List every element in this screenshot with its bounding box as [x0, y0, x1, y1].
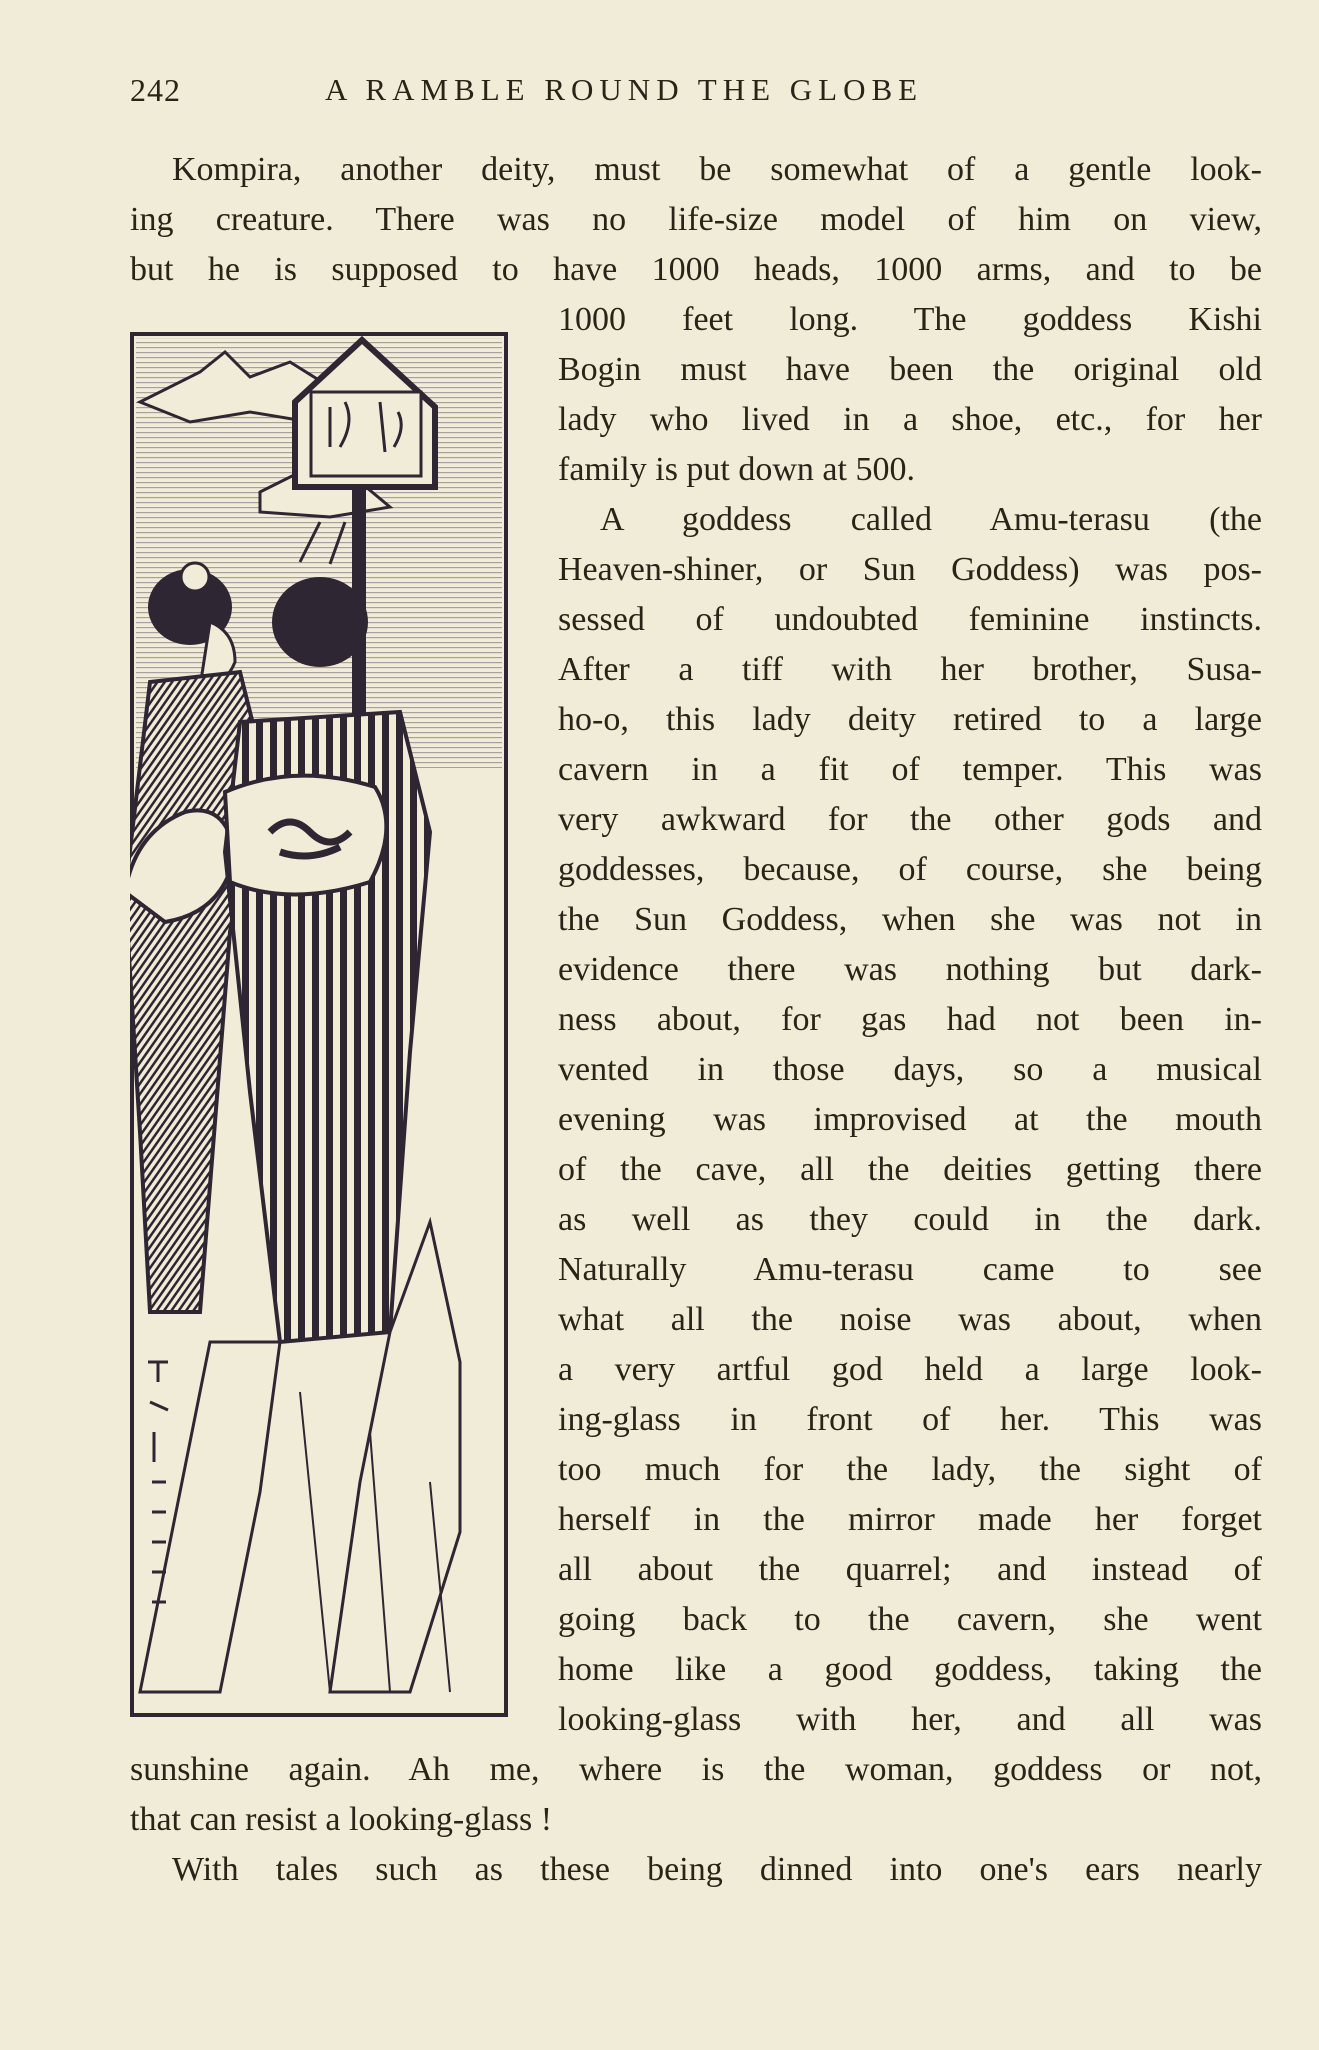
text-line: what all the noise was about, when — [558, 1301, 1262, 1338]
text-line: With tales such as these being dinned into one's ears nearly — [172, 1851, 1262, 1888]
text-line: evening was improvised at the mouth — [558, 1101, 1262, 1138]
text-line: sunshine again. Ah me, where is the woman, goddess or not, — [130, 1751, 1262, 1788]
text-line: lady who lived in a shoe, etc., for her — [558, 401, 1262, 438]
text-line: ness about, for gas had not been in- — [558, 1001, 1262, 1038]
text-line: Bogin must have been the original old — [558, 351, 1262, 388]
text-line: goddesses, because, of course, she being — [558, 851, 1262, 888]
text-line: going back to the cavern, she went — [558, 1601, 1262, 1638]
text-line: all about the quarrel; and instead of — [558, 1551, 1262, 1588]
text-line: After a tiff with her brother, Susa- — [558, 651, 1262, 688]
text-line: that can resist a looking-glass ! — [130, 1801, 553, 1838]
text-line: 1000 feet long. The goddess Kishi — [558, 301, 1262, 338]
page-header — [130, 72, 1260, 112]
text-line: Naturally Amu-terasu came to see — [558, 1251, 1262, 1288]
woman-right-hair — [272, 577, 368, 667]
text-line: evidence there was nothing but dark- — [558, 951, 1262, 988]
text-line: but he is supposed to have 1000 heads, 1000 arms, and to be — [130, 251, 1262, 288]
text-line: a very artful god held a large look- — [558, 1351, 1262, 1388]
text-line: home like a good goddess, taking the — [558, 1651, 1262, 1688]
text-line: ing creature. There was no life-size model of him on view, — [130, 201, 1262, 238]
illustration-two-women-kimono — [130, 332, 508, 1717]
text-line: A goddess called Amu-terasu (the — [600, 501, 1262, 538]
text-line: herself in the mirror made her forget — [558, 1501, 1262, 1538]
page-number: 242 — [130, 72, 181, 108]
text-line: ho-o, this lady deity retired to a large — [558, 701, 1262, 738]
signpost-panel — [311, 392, 421, 476]
text-line: cavern in a fit of temper. This was — [558, 751, 1262, 788]
text-line: Heaven-shiner, or Sun Goddess) was pos- — [558, 551, 1262, 588]
text-line: sessed of undoubted feminine instincts. — [558, 601, 1262, 638]
text-line: looking-glass with her, and all was — [558, 1701, 1262, 1738]
text-line: vented in those days, so a musical — [558, 1051, 1262, 1088]
text-line: of the cave, all the deities getting there — [558, 1151, 1262, 1188]
text-line: Kompira, another deity, must be somewhat of a gentle look- — [172, 151, 1262, 188]
woman-left-hair-ornament — [181, 563, 209, 591]
woman-right-obi — [225, 776, 386, 895]
text-line: the Sun Goddess, when she was not in — [558, 901, 1262, 938]
text-line: as well as they could in the dark. — [558, 1201, 1262, 1238]
text-line: ing-glass in front of her. This was — [558, 1401, 1262, 1438]
text-line: family is put down at 500. — [558, 451, 915, 488]
text-line: very awkward for the other gods and — [558, 801, 1262, 838]
running-head: A RAMBLE ROUND THE GLOBE — [325, 72, 924, 107]
illustration-drawing — [130, 332, 508, 1717]
text-line: too much for the lady, the sight of — [558, 1451, 1262, 1488]
